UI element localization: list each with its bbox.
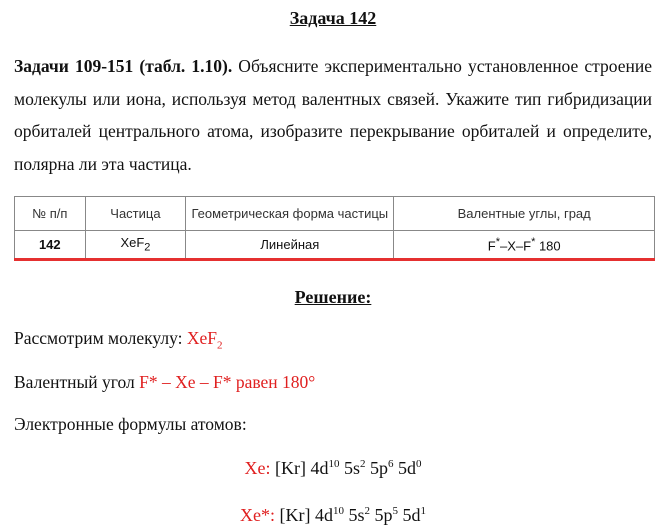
- task-text: Объясните экспериментально установленное строение молекулы или иона, используя метод валентных связей. Укажите тип гибридизации орбиталей центрального атома, изобразите перекрывание орбиталей и определите, полярна ли эта частица.: [14, 56, 652, 174]
- xe-config: Xe: [Kr] $4d^{10}$ $5s^2$ $5p^6$ $5d^0$: [244, 458, 422, 478]
- header-shape: Геометрическая форма частицы: [186, 197, 394, 231]
- header-particle: Частица: [85, 197, 186, 231]
- electron-label: Электронные формулы атомов:: [14, 414, 247, 434]
- cell-num: 142: [15, 231, 86, 260]
- cell-angle: F*–X–F* 180: [394, 231, 655, 260]
- table-row: [15, 231, 655, 260]
- consider-line: Рассмотрим молекулу: XeF$_2$: [14, 328, 223, 352]
- task-bold-prefix: Задачи 109-151 (табл. 1.10).: [14, 56, 233, 76]
- solution-title: Решение:: [294, 287, 372, 307]
- table-header-row: [15, 197, 655, 231]
- angle-value: F* – Xe – F* равен 180°: [139, 372, 316, 392]
- cell-particle: XeF$_2$: [85, 231, 186, 260]
- xe-star-config: Xe*: [Kr] $4d^{10}$ $5s^2$ $5p^5$ $5d^1$: [240, 505, 426, 525]
- task-paragraph: [14, 50, 652, 180]
- molecule-formula: XeF$_2$: [186, 328, 223, 352]
- header-angles: Валентные углы, град: [394, 197, 655, 231]
- page-title: Задача 142: [289, 8, 377, 28]
- angle-line: Валентный угол F* – Xe – F* равен 180°: [14, 372, 316, 392]
- data-table: [14, 196, 655, 261]
- header-num: № п/п: [15, 197, 86, 231]
- cell-shape: Линейная: [186, 231, 394, 260]
